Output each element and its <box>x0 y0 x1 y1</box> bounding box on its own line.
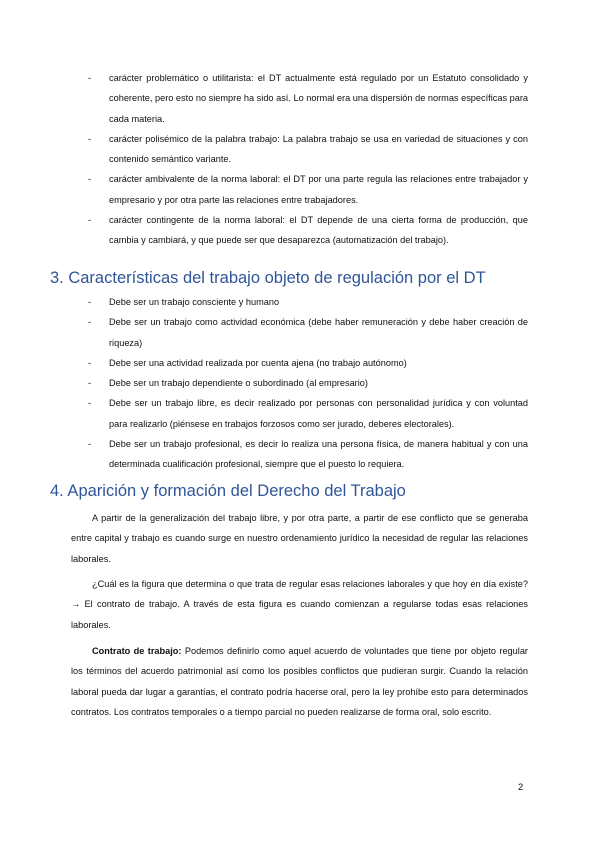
list-item-text: Debe ser un trabajo consciente y humano <box>109 297 280 307</box>
list-item-text: carácter polisémico de la palabra trabajo: La palabra trabajo se usa en variedad de situaciones y con contenido semántico variante. <box>109 133 528 165</box>
list-item <box>88 68 528 129</box>
list-item-text: Debe ser un trabajo profesional, es decir lo realiza una persona física, de manera habitual y con una determinada cualificación profesional, siempre que el puesto lo requiera. <box>109 439 528 470</box>
list-item-text: Debe ser un trabajo como actividad económica (debe haber remuneración y debe haber creación de riqueza) <box>109 317 528 348</box>
list-item <box>88 312 528 353</box>
list-item-text: carácter contingente de la norma laboral: el DT depende de una cierta forma de producción, que cambia y cambiará, y que puede ser que desaparezca (automatización del trabajo). <box>109 215 528 246</box>
list-item <box>88 353 528 373</box>
bullet-dash: - <box>88 133 92 144</box>
contract-definition-text: Podemos definirlo como aquel acuerdo de voluntades que tiene por objeto regular los términos del acuerdo patrimonial así como los posibles conflictos que pudieran surgir. Cuando la relación laboral pueda dar lugar a garantías, el contrato podría hacerse oral, pero la ley prohíbe esto para determinados contratos. Los contratos temporales o a tiempo parcial no pueden realizarse de forma oral, solo escrito. <box>71 646 528 717</box>
list-item-text: carácter ambivalente de la norma laboral: el DT por una parte regula las relaciones entre trabajador y empresario y por otra parte las relaciones entre trabajadores. <box>109 174 528 205</box>
list-item <box>88 393 528 434</box>
section-3-heading: 3. Características del trabajo objeto de regulación por el DT <box>50 269 486 287</box>
list-item <box>88 434 528 475</box>
bullet-dash: - <box>88 317 92 328</box>
list-item-text: Debe ser una actividad realizada por cuenta ajena (no trabajo autónomo) <box>109 357 407 368</box>
bullet-dash: - <box>88 297 92 307</box>
bullet-dash: - <box>88 174 92 185</box>
bullet-dash: - <box>88 357 92 368</box>
paragraph-intro: A partir de la generalización del trabajo libre, y por otra parte, a partir de ese conflicto que se generaba entre capital y trabajo es cuando surge en nuestro ordenamiento jurídico la necesidad de regular las relaciones laborales. <box>71 513 528 564</box>
contract-term: Contrato de trabajo: <box>92 646 182 656</box>
paragraph-question: ¿Cuál es la figura que determina o que trata de regular esas relaciones laborales y que hoy en día existe? → El contrato de trabajo. A través de esta figura es cuando comienzan a regularse todas esas relaciones laborales. <box>71 579 528 630</box>
bullet-dash: - <box>88 378 92 389</box>
list-item <box>88 129 528 170</box>
work-features-list <box>88 292 528 475</box>
bullet-dash: - <box>88 398 92 409</box>
characteristics-list <box>88 68 528 251</box>
section-4-heading: 4. Aparición y formación del Derecho del Trabajo <box>50 482 406 500</box>
bullet-dash: - <box>88 215 92 226</box>
bullet-dash: - <box>88 439 92 450</box>
list-item <box>88 169 528 210</box>
list-item <box>88 292 528 312</box>
list-item <box>88 210 528 251</box>
list-item <box>88 373 528 393</box>
page-number: 2 <box>518 782 524 793</box>
list-item-text: Debe ser un trabajo dependiente o subordinado (al empresario) <box>109 378 368 389</box>
paragraph-contract-definition <box>71 641 528 722</box>
bullet-dash: - <box>88 73 92 83</box>
list-item-text: Debe ser un trabajo libre, es decir realizado por personas con personalidad jurídica y con voluntad para realizarlo (piénsese en trabajos forzosos como ser jurado, deberes electorales). <box>109 398 528 429</box>
list-item-text: carácter problemático o utilitarista: el DT actualmente está regulado por un Estatuto consolidado y coherente, pero esto no siempre ha sido así. Lo normal era una dispersión de normas específicas para cada materia. <box>109 73 528 124</box>
